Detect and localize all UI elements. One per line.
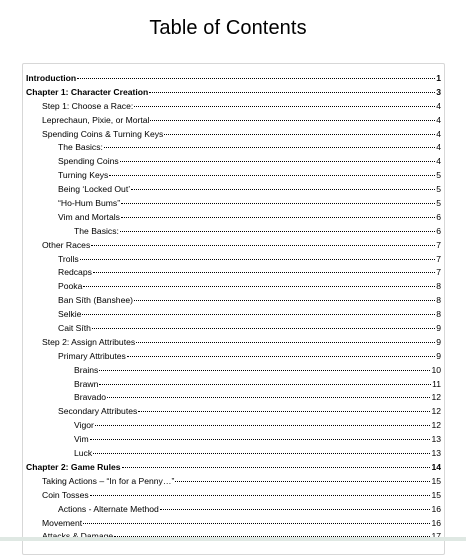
toc-entry-page: 4 (436, 100, 441, 111)
toc-leader-dots (90, 485, 431, 496)
toc-leader-dots (160, 499, 431, 510)
toc-leader-dots (122, 457, 431, 468)
toc-leader-dots (120, 151, 436, 162)
toc-entry-title: Cait Síth (58, 323, 91, 334)
toc-leader-dots (114, 526, 430, 537)
toc-entry-page: 8 (436, 281, 441, 292)
toc-leader-dots (134, 96, 435, 107)
toc-entry-title: Coin Tosses (42, 489, 89, 500)
toc-entry-page: 5 (436, 198, 441, 209)
toc-entry-title: Turning Keys (58, 170, 109, 181)
toc-entry-page: 8 (436, 295, 441, 306)
toc-entry-page: 16 (431, 517, 441, 528)
toc-entry-page: 12 (431, 406, 441, 417)
toc-entry-page: 5 (436, 184, 441, 195)
toc-entry-page: 9 (436, 323, 441, 334)
toc-leader-dots (109, 165, 435, 176)
toc-entry-page: 4 (436, 114, 441, 125)
toc-entry-page: 6 (436, 225, 441, 236)
toc-entry-title: Taking Actions – “In for a Penny…” (42, 475, 175, 486)
toc-entry-page: 14 (431, 461, 441, 472)
toc-entry-title: Step 2: Assign Attributes (42, 336, 136, 347)
toc-leader-dots (175, 471, 430, 482)
toc-leader-dots (121, 207, 435, 218)
toc-leader-dots (150, 110, 435, 121)
toc-leader-dots (138, 401, 430, 412)
table-of-contents (22, 63, 445, 555)
toc-leader-dots (82, 304, 435, 315)
toc-entry-page: 15 (431, 475, 441, 486)
toc-leader-dots (136, 332, 435, 343)
toc-leader-dots (131, 179, 435, 190)
toc-entry-title: Step 1: Choose a Race: (42, 100, 134, 111)
toc-leader-dots (90, 429, 431, 440)
toc-leader-dots (83, 513, 430, 524)
toc-entry-title: Actions - Alternate Method (58, 503, 159, 514)
toc-leader-dots (93, 262, 435, 273)
toc-entry-page: 4 (436, 142, 441, 153)
toc-entry-title: Bravado (74, 392, 107, 403)
toc-entry-page: 4 (436, 156, 441, 167)
toc-entry-title: Chapter 2: Game Rules (26, 461, 121, 472)
toc-leader-dots (95, 415, 431, 426)
toc-entry-title: Vigor (74, 420, 94, 431)
toc-entry-page: 3 (436, 86, 441, 97)
toc-leader-dots (93, 443, 430, 454)
toc-entry-title: “Ho-Hum Bums” (58, 198, 121, 209)
toc-leader-dots (91, 235, 435, 246)
toc-leader-dots (120, 221, 435, 232)
toc-entry-title: Chapter 1: Character Creation (26, 86, 149, 97)
toc-entry-page: 7 (436, 239, 441, 250)
toc-entry-title: Secondary Attributes (58, 406, 138, 417)
toc-entry-title: Selkie (58, 309, 82, 320)
toc-entry-title: Pooka (58, 281, 83, 292)
toc-entry-title: Brains (74, 364, 99, 375)
toc-leader-dots (149, 82, 435, 93)
toc-entry-page: 16 (431, 503, 441, 514)
bottom-bar (0, 537, 466, 541)
toc-entry-title: Spending Coins & Turning Keys (42, 128, 164, 139)
toc-leader-dots (127, 346, 435, 357)
toc-entry-title: Vim (74, 434, 89, 445)
toc-entry-page: 5 (436, 170, 441, 181)
toc-entry-title: Primary Attributes (58, 350, 126, 361)
toc-entry-page: 10 (431, 364, 441, 375)
toc-entry-page: 13 (431, 448, 441, 459)
toc-leader-dots (134, 290, 435, 301)
toc-entry-page: 4 (436, 128, 441, 139)
toc-entry-title: Vim and Mortals (58, 211, 120, 222)
toc-entry-page: 15 (431, 489, 441, 500)
toc-entry-title: Brawn (74, 378, 99, 389)
toc-entry-page: 6 (436, 211, 441, 222)
toc-entry-page: 11 (432, 378, 441, 389)
toc-leader-dots (99, 360, 430, 371)
toc-entry-page: 7 (436, 253, 441, 264)
toc-entry-page: 13 (431, 434, 441, 445)
toc-entry-page: 1 (436, 73, 441, 83)
toc-leader-dots (92, 318, 435, 329)
toc-entry-title: The Basics: (58, 142, 103, 153)
toc-entry-title: Introduction (26, 73, 77, 83)
toc-entry-page: 12 (431, 420, 441, 431)
toc-leader-dots (99, 374, 431, 385)
toc-entry-title: Being ‘Locked Out’ (58, 184, 131, 195)
toc-entry-title: Redcaps (58, 267, 92, 278)
toc-entry-title: Luck (74, 448, 93, 459)
toc-entry-title: Spending Coins (58, 156, 119, 167)
toc-entry-page: 9 (436, 336, 441, 347)
toc-leader-dots (121, 193, 435, 204)
toc-leader-dots (83, 276, 435, 287)
toc-entry-title: Leprechaun, Pixie, or Mortal (42, 114, 150, 125)
toc-entry-page: 12 (431, 392, 441, 403)
page-title: Table of Contents (149, 17, 307, 39)
toc-entry-page: 8 (436, 309, 441, 320)
toc-entry-title: Ban Síth (Banshee) (58, 295, 134, 306)
toc-entry-page: 7 (436, 267, 441, 278)
toc-leader-dots (107, 387, 430, 398)
toc-leader-dots (104, 137, 435, 148)
toc-leader-dots (77, 68, 435, 79)
toc-entry-page: 9 (436, 350, 441, 361)
toc-entry-title: Other Races (42, 239, 91, 250)
toc-list (26, 70, 441, 542)
toc-leader-dots (80, 249, 436, 260)
toc-leader-dots (164, 124, 435, 135)
toc-entry-title: The Basics: (74, 225, 119, 236)
toc-entry-title: Trolls (58, 253, 79, 264)
toc-entry-title: Movement (42, 517, 83, 528)
